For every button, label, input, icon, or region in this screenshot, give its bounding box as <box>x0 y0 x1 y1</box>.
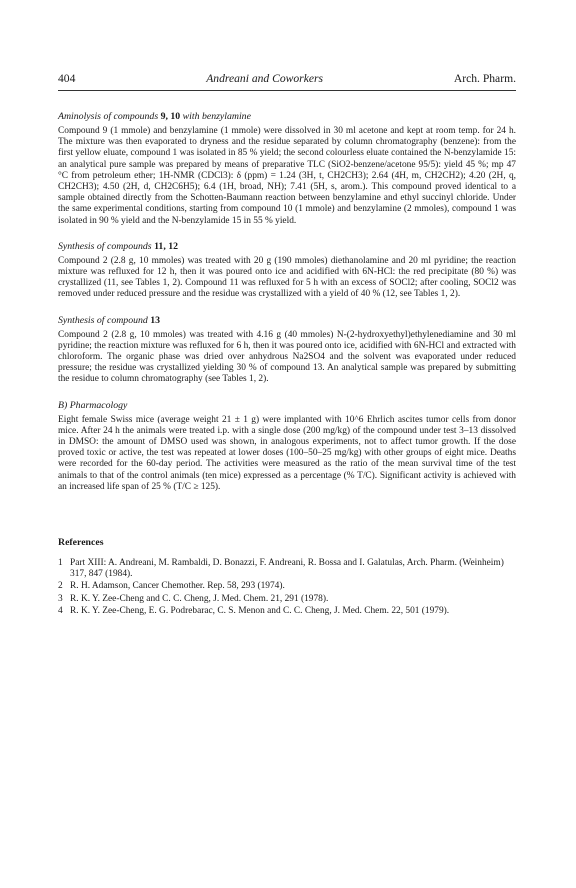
section-synthesis-13 <box>58 315 516 386</box>
running-title: Andreani and Coworkers <box>206 72 324 85</box>
reference-item: 4 R. K. Y. Zee-Cheng, E. G. Podrebarac, C. S. Menon and C. C. Cheng, J. Med. Chem. 22, 501 (1979). <box>58 605 450 616</box>
page <box>58 72 516 618</box>
section-title: Aminolysis of compounds 9, 10 with benzylamine <box>58 111 251 122</box>
journal-name: Arch. Pharm. <box>453 72 516 85</box>
header-rule <box>58 90 516 91</box>
references-list <box>58 558 516 617</box>
reference-item: 1 Part XIII: A. Andreani, M. Rambaldi, D. Bonazzi, F. Andreani, R. Bossa and I. Galatulas, Arch. Pharm. (Weinheim) 317, 847 (1984). <box>58 558 504 580</box>
section-paragraph: Compound 9 (1 mmole) and benzylamine (1 mmole) were dissolved in 30 ml acetone and kept at room temp. for 24 h. The mixture was then evaporated to dryness and the residue separated by column chromatography (benzene): from the first yellow eluate, compound 1 was isolated in 85 % yield; the second colourless eluate contained the N-benzylamide 15: an analytical pure sample was prepared by means of preparative TLC (SiO2-benzene/acetone 95/5): yield 45 %; mp 47 °C from petroleum ether; 1H-NMR (CDCl3): δ (ppm) = 1.24 (3H, t, CH2CH3); 2.64 (4H, m, CH2CH2); 4.20 (2H, q, CH2CH3); 4.50 (2H, d, CH2C6H5); 6.4 (1H, broad, NH); 7.41 (5H, s, arom.). This compound proved identical to a sample obtained directly from the Schotten-Baumann reaction between benzylamine and ethyl succinyl chloride. Under the same experimental conditions, starting from compound 10 (1 mmole) and benzylamine (2 mmoles), compound 1 was isolated in 90 % yield and the N-benzylamide 15 in 55 % yield. <box>58 126 516 226</box>
references-heading: References <box>58 537 104 549</box>
section-title: Synthesis of compound 13 <box>58 314 161 326</box>
section-pharmacology <box>58 400 516 493</box>
section-title: B) Pharmacology <box>58 399 128 411</box>
running-header <box>58 72 516 88</box>
section-synthesis-11-12 <box>58 241 516 301</box>
page-number: 404 <box>58 72 76 85</box>
section-paragraph: Compound 2 (2.8 g, 10 mmoles) was treated with 20 g (190 mmoles) diethanolamine and 20 ml pyridine; the reaction mixture was refluxed for 12 h, then it was poured onto ice and acidified with 6N-HCl: the red precipitate (80 %) was crystallized (11, see Tables 1, 2). Compound 11 was refluxed for 5 h with an excess of SOCl2; after cooling, SOCl2 was removed under reduced pressure and the residue was crystallized with a yield of 40 % (12, see Tables 1, 2). <box>58 255 516 300</box>
section-paragraph: Compound 2 (2.8 g, 10 mmoles) was treated with 4.16 g (40 mmoles) N-(2-hydroxyethyl)ethylenediamine and 30 ml pyridine; the reaction mixture was refluxed for 6 h, then it was poured onto ice, acidified with 6N-HCl and extracted with chloroform. The organic phase was dried over anhydrous Na2SO4 and the solvent was evaporated under reduced pressure; the residue was crystallized yielding 30 % of compound 13. An analytical sample was prepared by submitting the residue to column chromatography (see Tables 1, 2). <box>58 329 516 385</box>
section-title: Synthesis of compounds 11, 12 <box>58 240 179 252</box>
reference-item: 3 R. K. Y. Zee-Cheng and C. C. Cheng, J. Med. Chem. 21, 291 (1978). <box>58 593 329 604</box>
section-aminolysis <box>58 111 516 227</box>
section-paragraph: Eight female Swiss mice (average weight 21 ± 1 g) were implanted with 10^6 Ehrlich ascites tumor cells from donor mice. After 24 h the animals were treated i.p. with a single dose (200 mg/kg) of the compound under test 3–13 dissolved in DMSO: the amount of DMSO used was shown, in analogous experiments, not to affect tumor growth. If the dose proved toxic or active, the test was repeated at lower doses (100–50–25 mg/kg) with other groups of eight mice. Deaths were recorded for the 60-day period. The activities were measured as the ratio of the mean survival time of the test animals to that of the control animals (ten mice) expressed as a percentage (% T/C). Significant activity is achieved with an increased life span of 25 % (T/C ≥ 125). <box>58 414 516 492</box>
reference-item: 2 R. H. Adamson, Cancer Chemother. Rep. 58, 293 (1974). <box>58 581 285 592</box>
